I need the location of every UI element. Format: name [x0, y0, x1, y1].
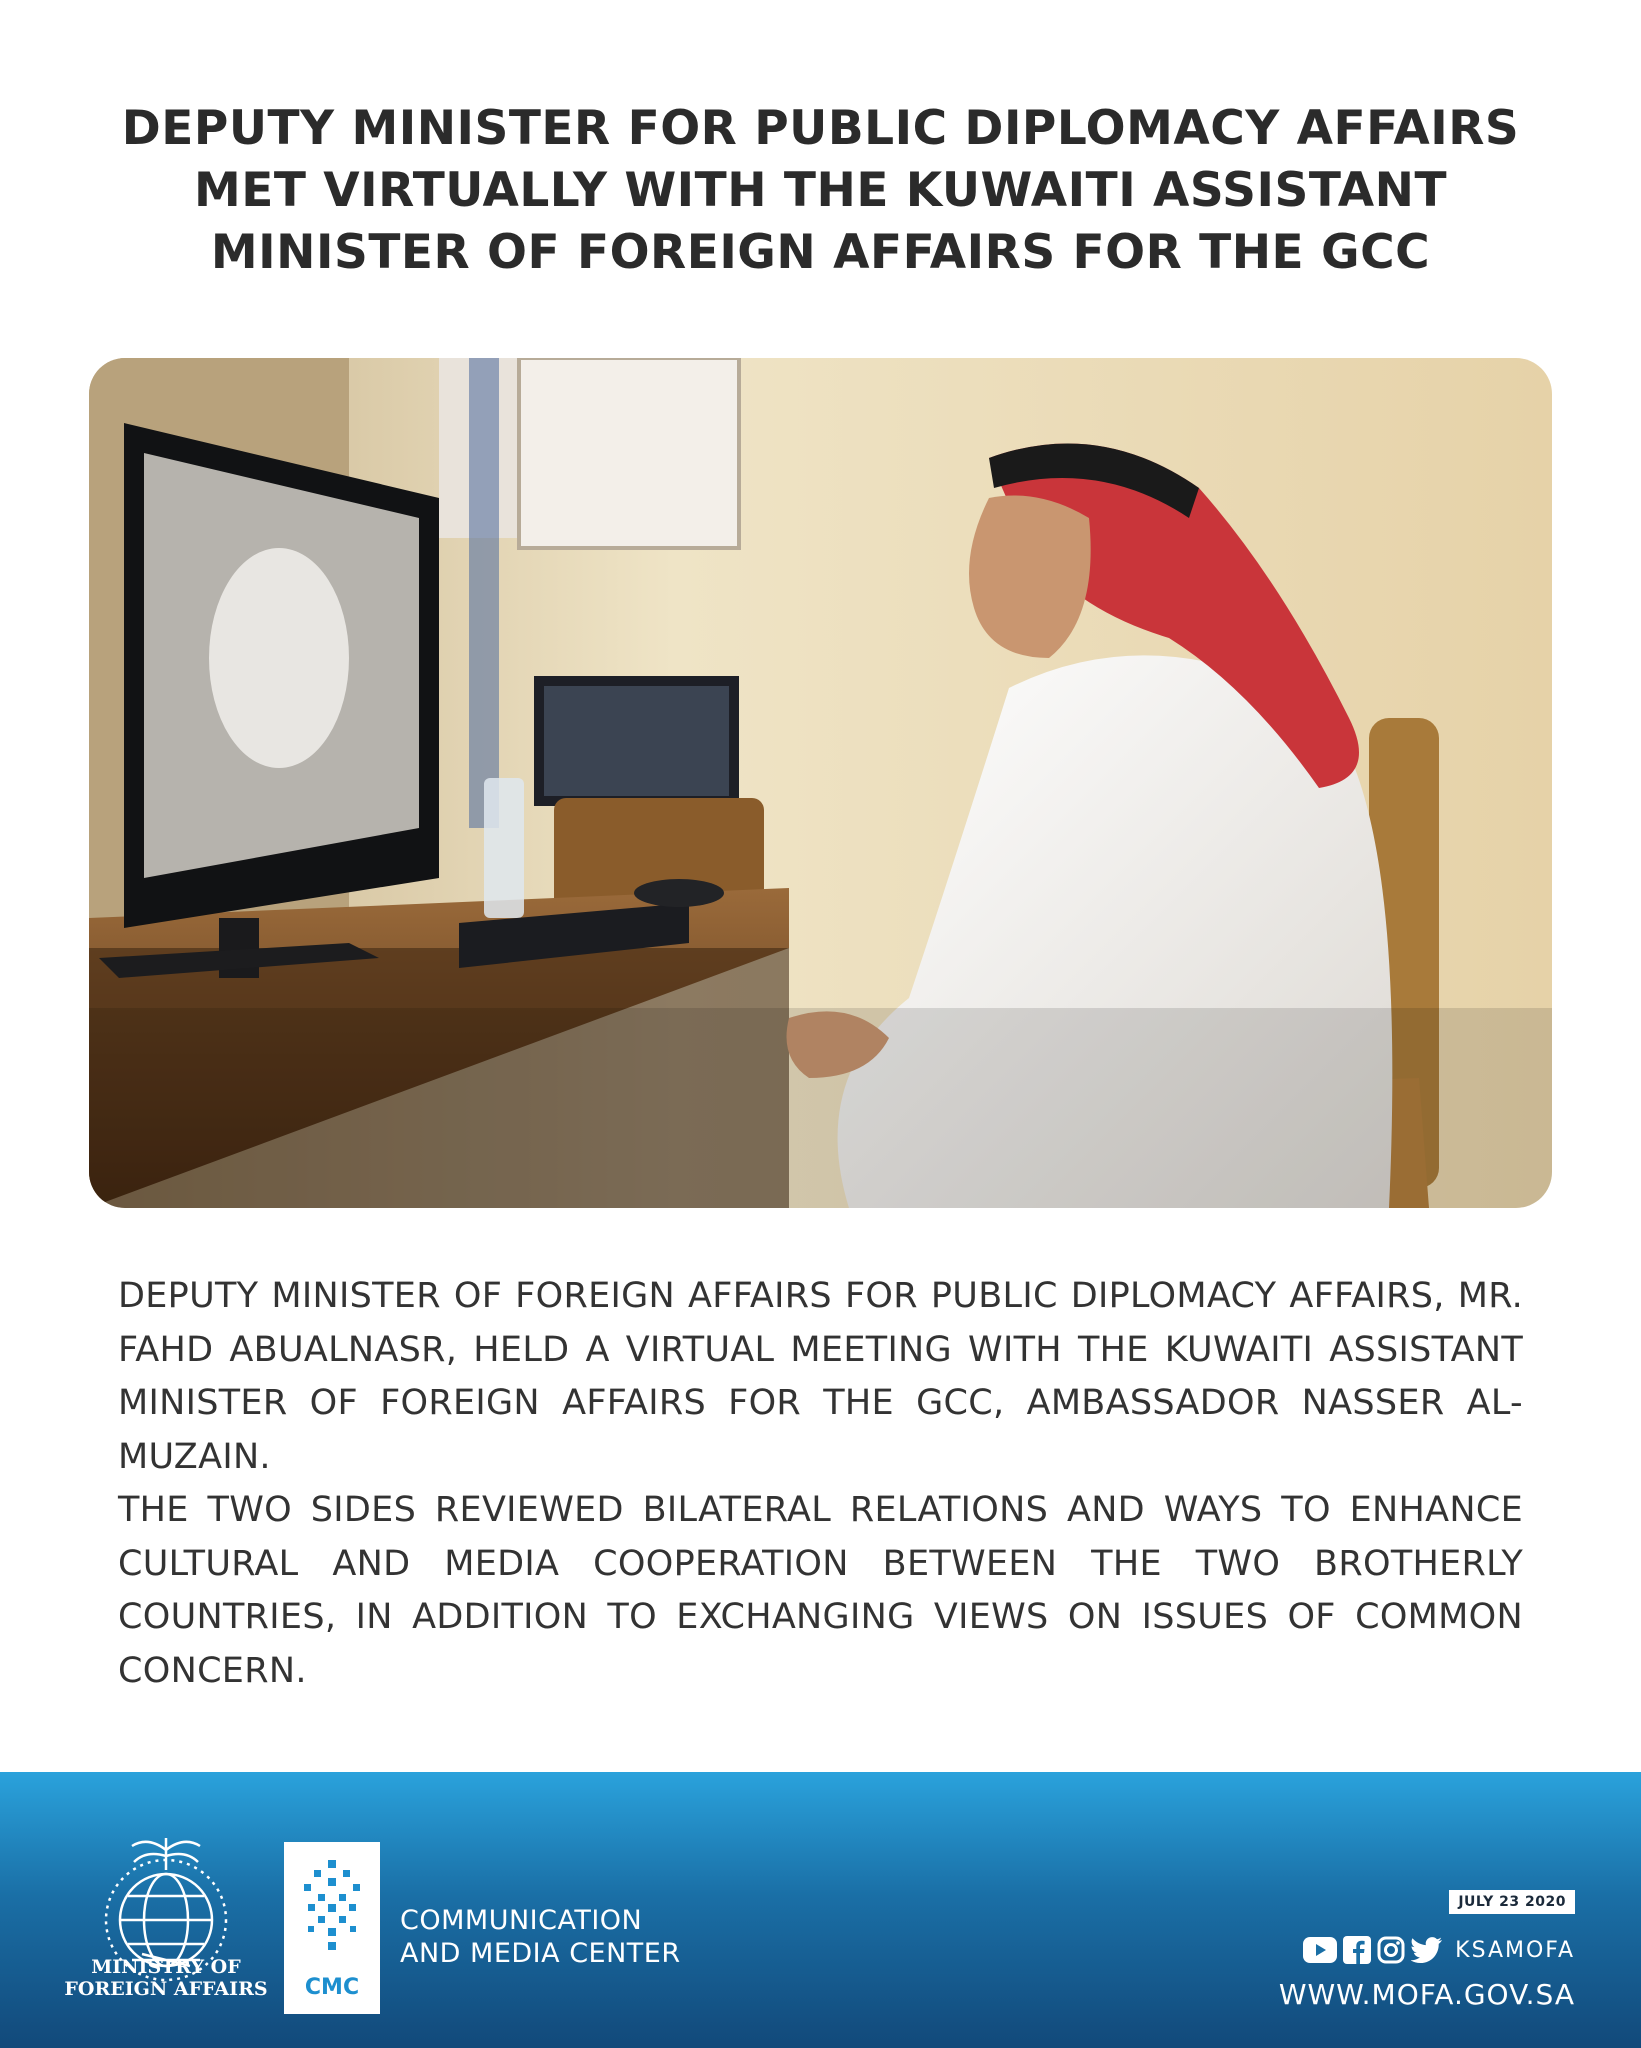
instagram-icon[interactable]: [1377, 1936, 1405, 1964]
cmc-logo-icon: [284, 1842, 380, 1962]
facebook-icon[interactable]: [1343, 1936, 1371, 1964]
cmc-name: [400, 1904, 681, 1970]
cmc-name-line-1: COMMUNICATION: [400, 1905, 643, 1936]
article-paragraph-2: THE TWO SIDES REVIEWED BILATERAL RELATIONS AND WAYS TO ENHANCE CULTURAL AND MEDIA COOPERATION BETWEEN THE TWO BROTHERLY COUNTRIES, IN ADDITION TO EXCHANGING VIEWS ON ISSUES OF COMMON CONCERN.: [118, 1490, 1523, 1691]
website-link[interactable]: WWW.MOFA.GOV.SA: [1278, 1978, 1575, 2011]
twitter-icon[interactable]: [1411, 1936, 1443, 1964]
cmc-label: CMC: [304, 1975, 360, 2000]
ministry-name: MINISTRY OF FOREIGN AFFAIRS: [64, 1956, 268, 2000]
youtube-icon[interactable]: [1303, 1937, 1337, 1963]
social-links: [1303, 1932, 1575, 1968]
article-paragraph-1: DEPUTY MINISTER OF FOREIGN AFFAIRS FOR PUBLIC DIPLOMACY AFFAIRS, MR. FAHD ABUALNASR, HELD A VIRTUAL MEETING WITH THE KUWAITI ASSISTANT MINISTER OF FOREIGN AFFAIRS FOR THE GCC, AMBASSADOR NASSER AL-MUZAIN.: [118, 1276, 1523, 1477]
social-handle[interactable]: KSAMOFA: [1455, 1937, 1575, 1963]
footer-banner: [0, 1772, 1641, 2048]
meeting-photo: [89, 358, 1552, 1208]
cmc-name-line-2: AND MEDIA CENTER: [400, 1938, 681, 1969]
ministry-emblem-icon: [62, 1830, 270, 2030]
headline: DEPUTY MINISTER FOR PUBLIC DIPLOMACY AFFAIRS MET VIRTUALLY WITH THE KUWAITI ASSISTANT MINISTER OF FOREIGN AFFAIRS FOR THE GCC: [121, 101, 1520, 280]
article-body: [118, 1270, 1523, 1698]
cmc-logo: [284, 1842, 380, 2014]
date-badge: JULY 23 2020: [1449, 1890, 1575, 1914]
